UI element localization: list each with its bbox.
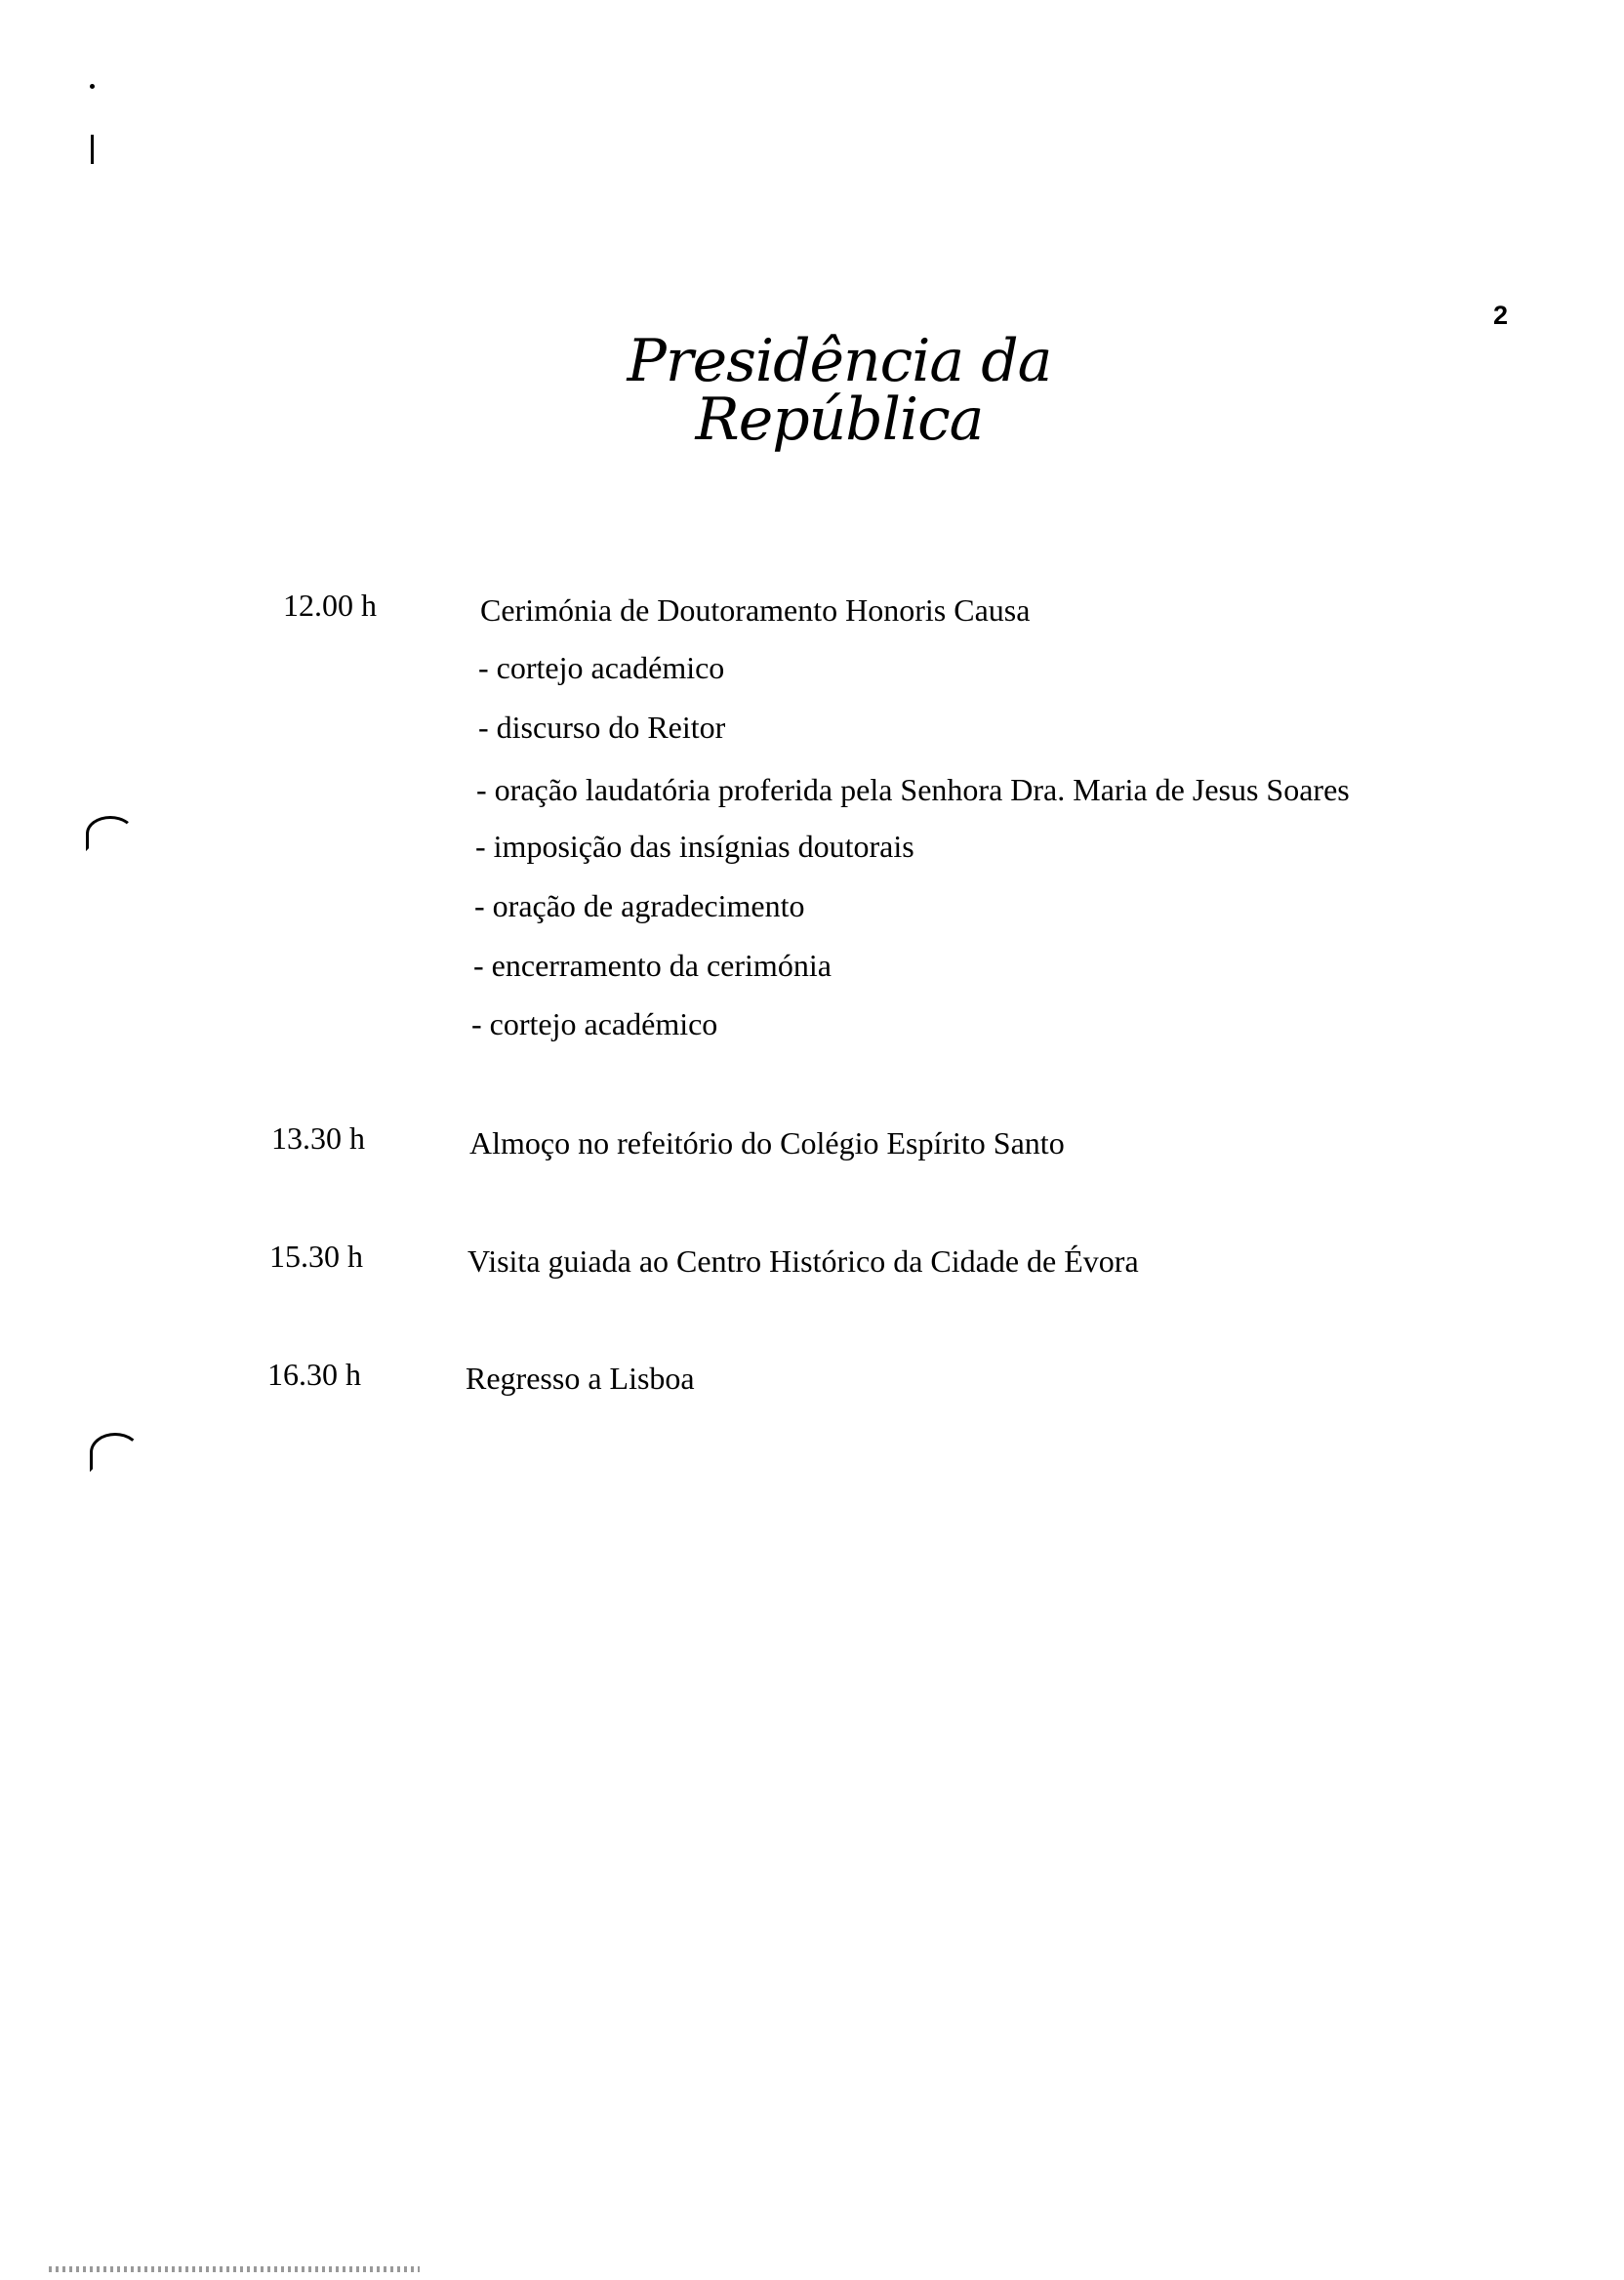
schedule-title: Visita guiada ao Centro Histórico da Cidade de Évora	[467, 1243, 1139, 1279]
scan-arc-mark	[90, 1433, 141, 1472]
schedule-title: Regresso a Lisboa	[466, 1361, 695, 1396]
schedule-sub-item: - imposição das insígnias doutorais	[475, 829, 914, 864]
schedule-sub-item: - discurso do Reitor	[478, 710, 726, 745]
schedule-time: 16.30 h	[267, 1357, 361, 1392]
page-number: 2	[1493, 301, 1509, 330]
scan-noise-strip	[49, 2266, 420, 2272]
letterhead-title: Presidência da República	[627, 327, 1052, 454]
scan-arc-mark	[86, 816, 135, 851]
schedule-time: 13.30 h	[271, 1120, 365, 1156]
schedule-title: Cerimónia de Doutoramento Honoris Causa	[480, 592, 1031, 628]
schedule-sub-item: - cortejo académico	[471, 1006, 718, 1041]
schedule-time: 15.30 h	[269, 1239, 363, 1274]
schedule-sub-item: - encerramento da cerimónia	[473, 948, 832, 983]
schedule-sub-item: - oração de agradecimento	[474, 888, 805, 923]
schedule-sub-item: - oração laudatória proferida pela Senhora Dra. Maria de Jesus Soares	[476, 772, 1350, 807]
scan-tick	[91, 135, 94, 164]
schedule-title: Almoço no refeitório do Colégio Espírito Santo	[469, 1125, 1065, 1160]
schedule-sub-item: - cortejo académico	[478, 650, 725, 685]
schedule-time: 12.00 h	[283, 588, 377, 623]
scan-dot	[90, 84, 95, 89]
